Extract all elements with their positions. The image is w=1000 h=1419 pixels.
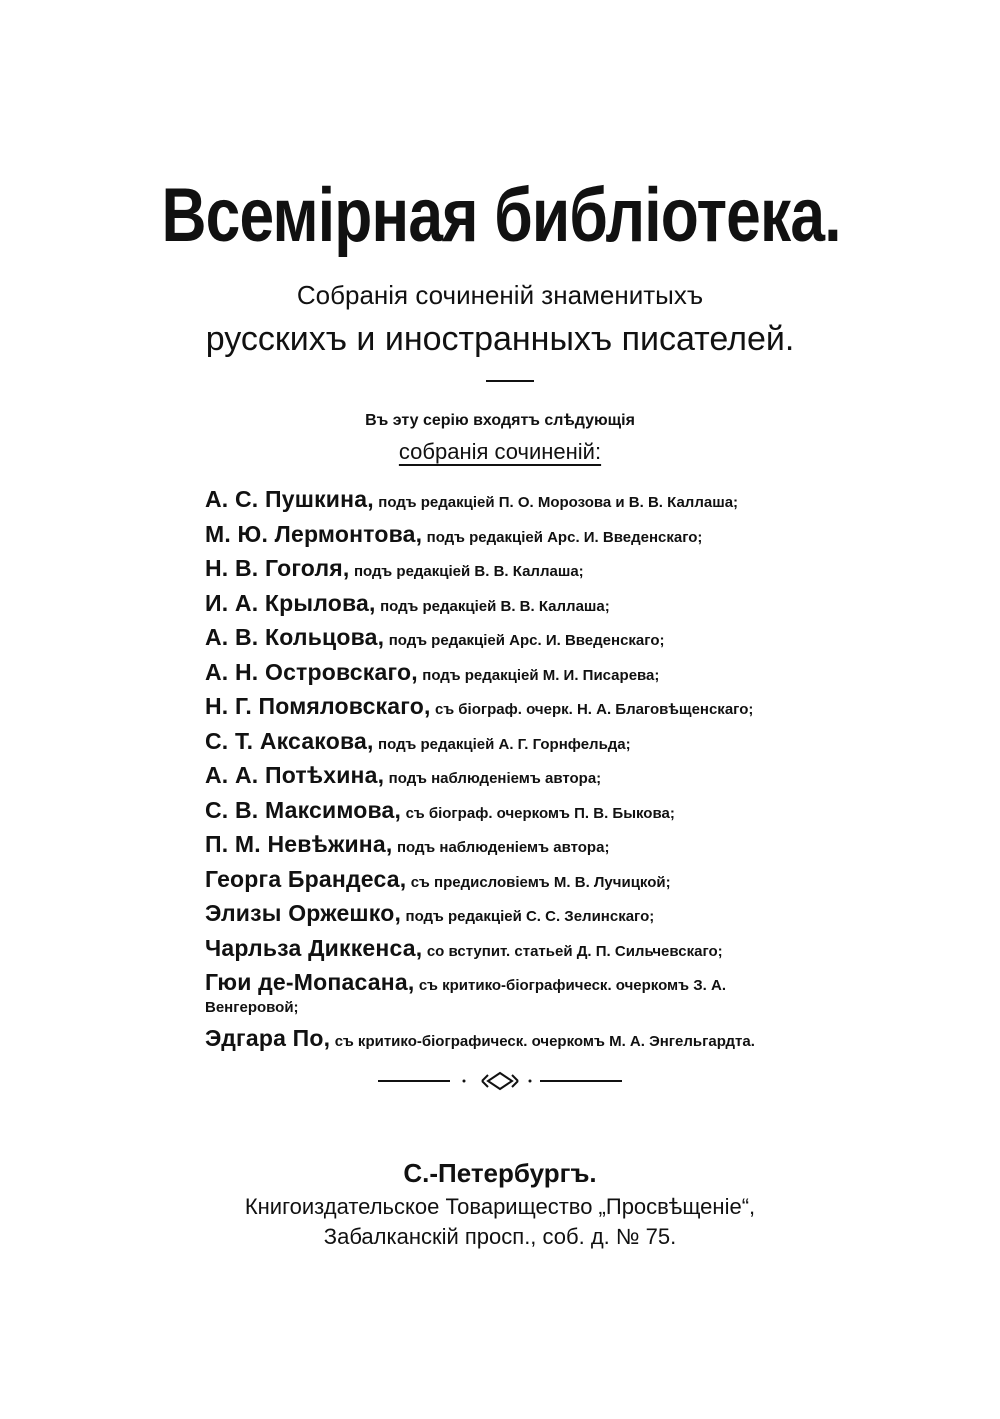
ornament-diamond (488, 1073, 512, 1089)
work-author: Н. Г. Помяловскаго, (205, 693, 431, 719)
work-editor: подъ редакціей С. С. Зелинскаго; (405, 908, 655, 925)
work-author: А. Н. Островскаго, (205, 658, 418, 685)
work-author: И. А. Крылова, (205, 589, 376, 616)
work-author: Чарльза Диккенса, (205, 934, 423, 961)
series-intro-line2 (0, 438, 1000, 466)
work-author: С. Т. Аксакова, (205, 727, 374, 754)
work-editor: съ критико-біографическ. очеркомъ М. А. Энгельгардта. (334, 1033, 755, 1050)
work-editor: подъ редакціей М. И. Писарева; (422, 666, 660, 684)
ornament-dot (463, 1080, 466, 1083)
series-title: Всемірная библіотека. (161, 173, 841, 258)
list-item (205, 1023, 805, 1058)
list-item (205, 829, 805, 864)
work-author: Эдгара По, (205, 1025, 331, 1051)
imprint-publisher: Книгоиздательское Товарищество „Просвѣщеніе“, (244, 1194, 756, 1219)
work-author: А. С. Пушкина, (205, 486, 374, 512)
work-editor: со вступит. статьей Д. П. Сильчевскаго; (426, 942, 723, 960)
work-editor: подъ наблюденіемъ автора; (388, 770, 602, 787)
work-editor: подъ наблюденіемъ автора; (396, 839, 610, 856)
list-item (205, 864, 805, 899)
list-item (205, 795, 805, 830)
list-item (205, 588, 805, 623)
work-editor: съ біограф. очеркомъ П. В. Быкова; (405, 804, 675, 822)
ornament-divider (378, 1068, 622, 1094)
series-intro-underlined: собранія сочиненій: (398, 439, 602, 464)
work-author: С. В. Максимова, (205, 796, 402, 823)
work-author: П. М. Невѣжина, (205, 831, 393, 857)
ornament-dot (529, 1080, 532, 1083)
work-editor: подъ редакціей П. О. Морозова и В. В. Каллаша; (378, 494, 739, 511)
short-divider (486, 380, 534, 382)
list-item (205, 622, 805, 657)
list-item (205, 657, 805, 692)
work-editor: съ біограф. очерк. Н. А. Благовѣщенскаго; (435, 701, 754, 718)
list-item (205, 967, 805, 1023)
series-subtitle-line1: Собранія сочиненій знаменитыхъ (296, 280, 704, 310)
work-author: М. Ю. Лермонтова, (205, 520, 423, 547)
list-item (205, 519, 805, 554)
work-editor: съ предисловіемъ М. В. Лучицкой; (410, 873, 671, 891)
list-item (205, 484, 805, 519)
list-item (205, 726, 805, 761)
list-item (205, 553, 805, 588)
imprint-address: Забалканскій просп., соб. д. № 75. (323, 1224, 677, 1249)
imprint-city: С.-Петербургъ. (403, 1158, 597, 1188)
work-editor: съ критико-біографическ. очеркомъ З. А. Венгеровой; (205, 977, 726, 1016)
work-editor: подъ редакціей Арс. И. Введенскаго; (426, 528, 703, 546)
list-item (205, 898, 805, 933)
list-item (205, 691, 805, 726)
work-author: Георга Брандеса, (205, 865, 407, 892)
work-author: Н. В. Гоголя, (205, 555, 350, 581)
work-author: Гюи де-Мопасана, (205, 969, 415, 995)
list-item (205, 760, 805, 795)
work-author: А. В. Кольцова, (205, 624, 385, 650)
work-author: А. А. Потѣхина, (205, 762, 385, 788)
collected-works-list (205, 484, 805, 1058)
work-editor: подъ редакціей А. Г. Горнфельда; (378, 735, 631, 753)
work-editor: подъ редакціей Арс. И. Введенскаго; (388, 632, 665, 649)
work-author: Элизы Оржешко, (205, 900, 402, 926)
work-editor: подъ редакціей В. В. Каллаша; (353, 563, 584, 580)
series-intro-line1: Въ эту серію входятъ слѣдующія (365, 412, 635, 429)
series-subtitle-line2: русскихъ и иностранныхъ писателей. (205, 320, 795, 358)
list-item (205, 933, 805, 968)
work-editor: подъ редакціей В. В. Каллаша; (380, 597, 610, 615)
